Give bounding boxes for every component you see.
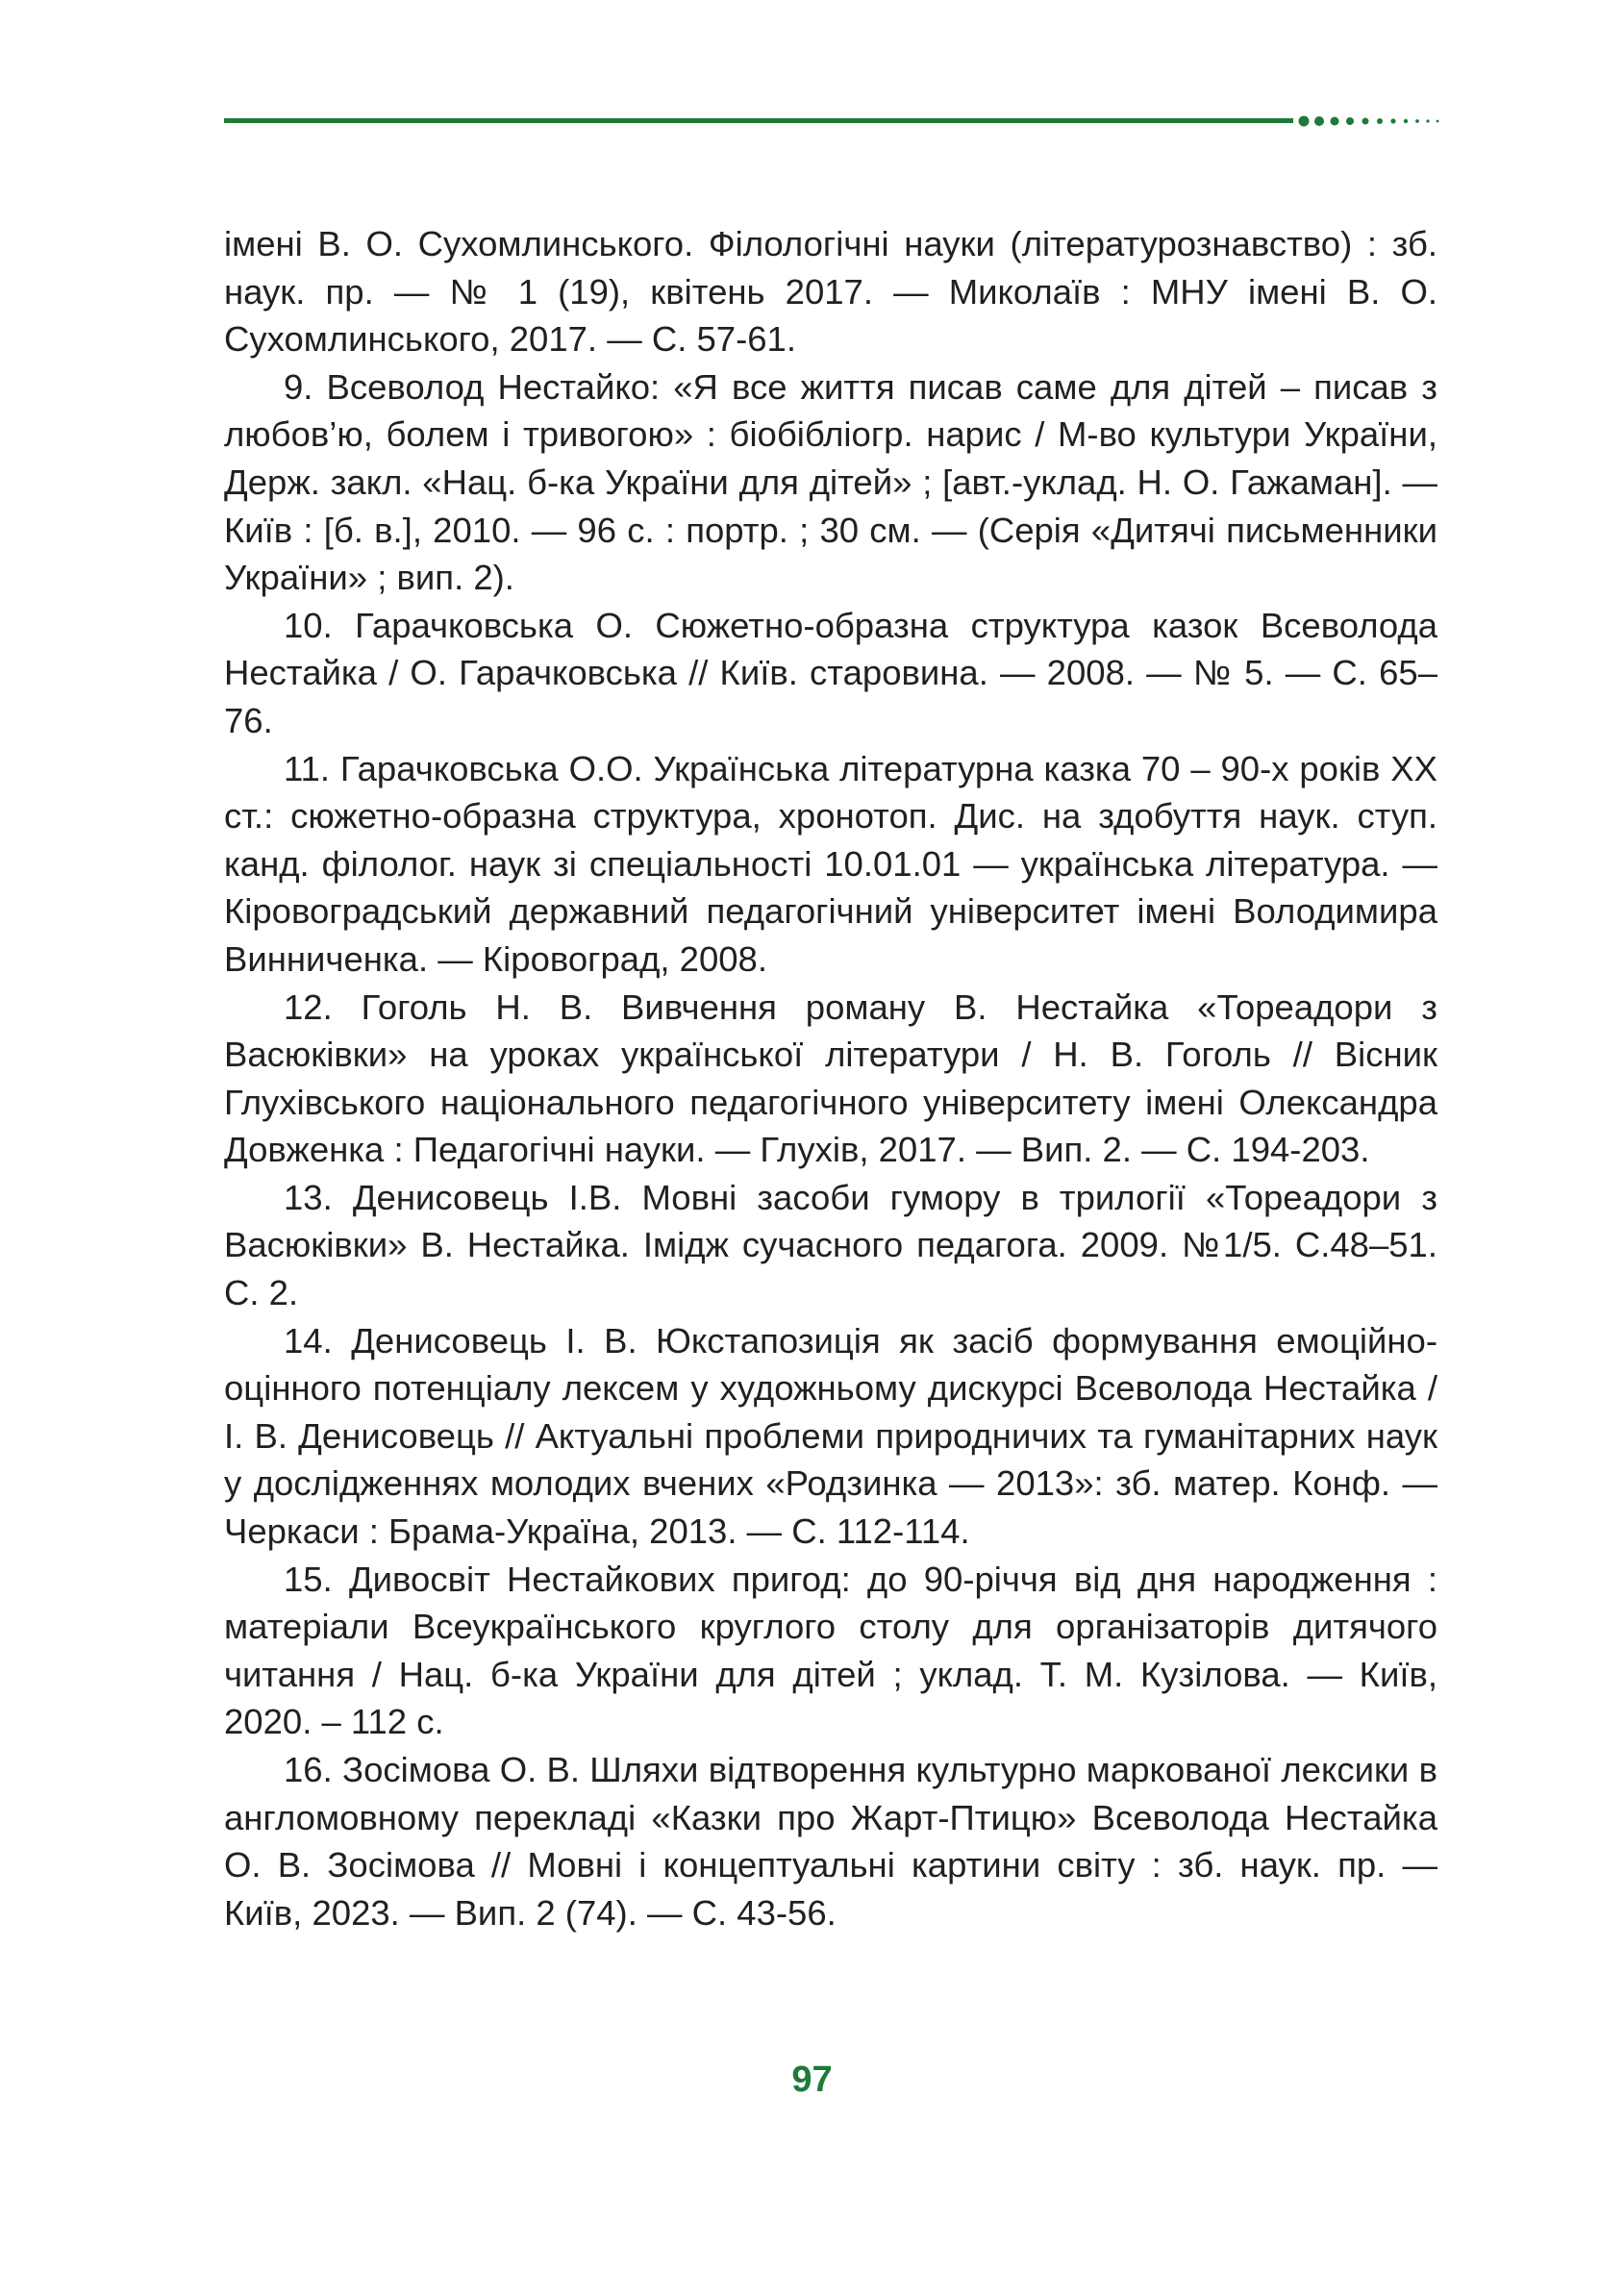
- bibliography-entry-16: 16. Зосімова О. В. Шляхи відтворення культурно маркованої лексики в англомовному перекладі «Казки про Жарт-Птицю» Всеволода Нестайка О. В. Зосімова // Мовні і концептуальні картини світу : зб. наук. пр. — Київ, 2023. — Вип. 2 (74). — С. 43-56.: [224, 1750, 1437, 1933]
- header-rule: [224, 118, 1293, 123]
- page-number: 97: [791, 2060, 833, 2100]
- bibliography-entry-11: 11. Гарачковська О.О. Українська літературна казка 70 – 90-х років ХХ ст.: сюжетно-образна структура, хронотоп. Дис. на здобуття наук. ступ. канд. філолог. наук зі спеціальності 10.01.01 — українська література. — Кіровоградський державний педагогічний університет імені Володимира Винниченка. — Кіровоград, 2008.: [224, 748, 1437, 979]
- bibliography-entry-continuation: імені В. О. Сухомлинського. Філологічні науки (літературознавство) : зб. наук. пр. — № 1 (19), квітень 2017. — Миколаїв : МНУ імені В. О. Сухомлинського, 2017. — С. 57-61.: [224, 224, 1437, 360]
- bibliography-entry-13: 13. Денисовець І.В. Мовні засоби гумору в трилогії «Тореадори з Васюківки» В. Нестайка. Імідж сучасного педагога. 2009. №1/5. С.48–51. С. 2.: [224, 1177, 1437, 1313]
- header-dots-ornament: [1298, 113, 1442, 129]
- bibliography-list: [224, 220, 1437, 1936]
- bibliography-entry-14: 14. Денисовець І. В. Юкстапозиція як засіб формування емоційно-оцінного потенціалу лексем у художньому дискурсі Всеволода Нестайка / І. В. Денисовець // Актуальні проблеми природничих та гуманітарних наук у дослідженнях молодих вчених «Родзинка — 2013»: зб. матер. Конф. — Черкаси : Брама-Україна, 2013. — С. 112-114.: [224, 1320, 1437, 1552]
- bibliography-entry-15: 15. Дивосвіт Нестайкових пригод: до 90-річчя від дня народження : матеріали Всеукраїнського круглого столу для організаторів дитячого читання / Нац. б-ка України для дітей ; уклад. Т. М. Кузілова. — Київ, 2020. – 112 с.: [224, 1559, 1437, 1742]
- bibliography-entry-10: 10. Гарачковська О. Сюжетно-образна структура казок Всеволода Нестайка / О. Гарачковська // Київ. старовина. — 2008. — № 5. — С. 65–76.: [224, 605, 1437, 740]
- bibliography-entry-9: 9. Всеволод Нестайко: «Я все життя писав саме для дітей – писав з любов’ю, болем і тривогою» : біобібліогр. нарис / М-во культури України, Держ. закл. «Нац. б-ка України для дітей» ; [авт.-уклад. Н. О. Гажаман]. — Київ : [б. в.], 2010. — 96 с. : портр. ; 30 см. — (Серія «Дитячі письменники України» ; вип. 2).: [224, 366, 1437, 598]
- bibliography-entry-12: 12. Гоголь Н. В. Вивчення роману В. Нестайка «Тореадори з Васюківки» на уроках української літератури / Н. В. Гоголь // Вісник Глухівського національного педагогічного університету імені Олександра Довженка : Педагогічні науки. — Глухів, 2017. — Вип. 2. — С. 194-203.: [224, 986, 1437, 1170]
